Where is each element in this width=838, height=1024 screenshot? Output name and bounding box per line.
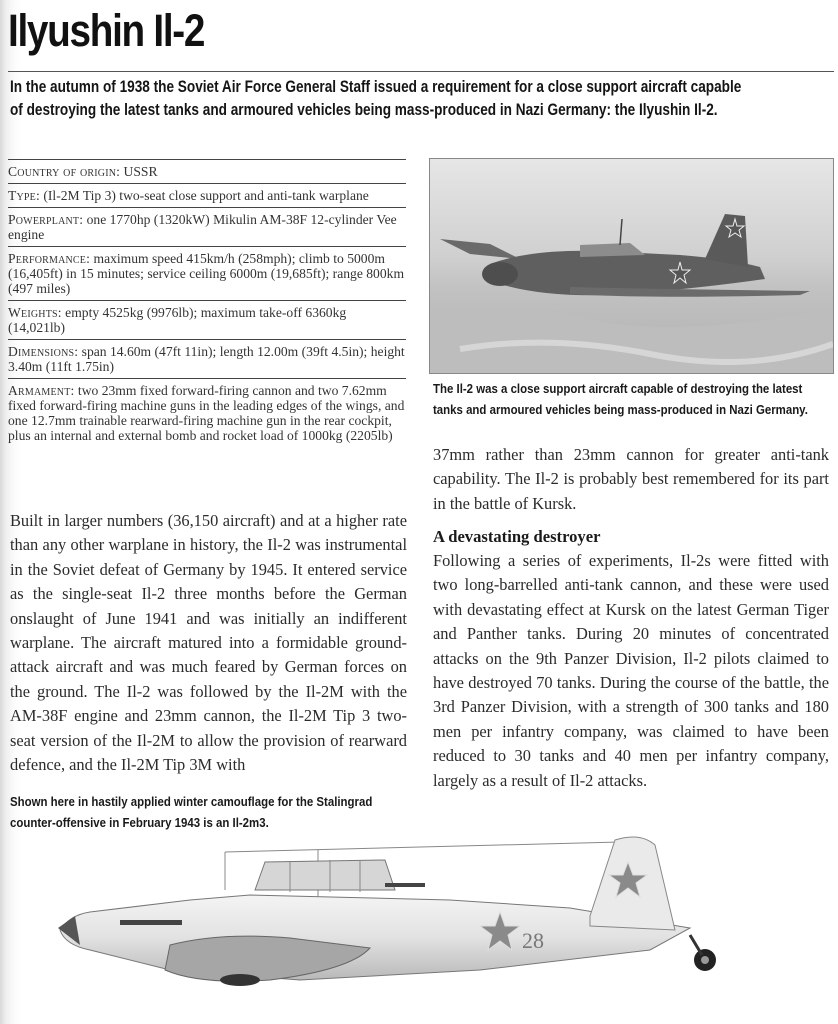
profile-caption-line-2: counter-offensive in February 1943 is an Il-2m3. bbox=[10, 814, 269, 830]
aircraft-number: 28 bbox=[522, 928, 544, 953]
spec-value: two 23mm fixed forward-firing cannon and two 7.62mm fixed forward-firing machine guns in the leading edges of the wings, and one 12.7mm trainable rearward-firing machine gun in the rear cockpit, plus an internal and external bomb and rocket load of 1000kg (2205lb) bbox=[8, 383, 405, 443]
spec-armament bbox=[8, 379, 406, 447]
intro-line-2: of destroying the latest tanks and armoured vehicles being mass-produced in Nazi Germany: the Ilyushin Il-2. bbox=[10, 101, 718, 119]
spec-value: one 1770hp (1320kW) Mikulin AM-38F 12-cylinder Vee engine bbox=[8, 212, 397, 242]
spec-label: Country of origin: bbox=[8, 164, 121, 179]
spec-value: empty 4525kg (9976lb); maximum take-off 6360kg (14,021lb) bbox=[8, 305, 347, 335]
section-heading: A devastating destroyer bbox=[433, 527, 601, 546]
spec-value: maximum speed 415km/h (258mph); climb to 5000m (16,405ft) in 15 minutes; service ceiling 6000m (19,685ft); range 800km (497 miles) bbox=[8, 251, 405, 296]
body-left-column: Built in larger numbers (36,150 aircraft) and at a higher rate than any other warplane in history, the Il-2 was instrumental in the Soviet defeat of Germany by 1945. It entered service as the single-seat Il-2 three months before the German onslaught of June 1941 and was initially an indifferent warplane. The aircraft matured into a formidable ground-attack aircraft and was much feared by German forces on the ground. The Il-2 was followed by the Il-2M with the AM-38F engine and 23mm cannon, the Il-2M Tip 3 two-seat version of the Il-2M to allow the provision of rearward defence, and the Il-2M Tip 3M with bbox=[10, 511, 407, 775]
spec-value: span 14.60m (47ft 11in); length 12.00m (39ft 4.5in); height 3.40m (11ft 1.75in) bbox=[8, 344, 405, 374]
aircraft-photo bbox=[429, 158, 834, 374]
il2-side-profile-icon bbox=[50, 820, 750, 1005]
body-right-continuation: 37mm rather than 23mm cannon for greater anti-tank capability. The Il-2 is probably best remembered for its part in the battle of Kursk. bbox=[433, 445, 829, 513]
aircraft-profile-illustration bbox=[50, 820, 750, 1005]
spec-label: Dimensions: bbox=[8, 344, 79, 359]
title-rule bbox=[8, 71, 834, 72]
spec-type bbox=[8, 184, 406, 208]
il2-flight-photo-icon bbox=[430, 159, 833, 373]
page-title: Ilyushin Il-2 bbox=[8, 5, 205, 56]
spec-table bbox=[8, 159, 406, 447]
spec-label: Type: bbox=[8, 188, 40, 203]
spec-powerplant bbox=[8, 208, 406, 247]
intro-paragraph bbox=[10, 76, 838, 122]
spec-value: USSR bbox=[120, 164, 158, 179]
spec-label: Powerplant: bbox=[8, 212, 84, 227]
spec-label: Weights: bbox=[8, 305, 62, 320]
spec-label: Armament: bbox=[8, 383, 75, 398]
spec-weights bbox=[8, 301, 406, 340]
intro-line-1: In the autumn of 1938 the Soviet Air Force General Staff issued a requirement for a close support aircraft capable bbox=[10, 78, 742, 96]
spec-country bbox=[8, 160, 406, 184]
section-body: Following a series of experiments, Il-2s were fitted with two long-barrelled anti-tank cannon, and these were used with devastating effect at Kursk on the latest German Tiger and Panther tanks. During 20 minutes of concentrated attacks on the 9th Panzer Division, Il-2 pilots claimed to have destroyed 70 tanks. During the course of the battle, the 3rd Panzer Division, with a strength of 300 tanks and 180 men per infantry company, was claimed to have been reduced to 30 tanks and 40 men per infantry company, largely as a result of Il-2 attacks. bbox=[433, 551, 829, 790]
profile-caption-line-1: Shown here in hastily applied winter camouflage for the Stalingrad bbox=[10, 794, 373, 809]
spec-label: Performance: bbox=[8, 251, 91, 266]
spec-performance bbox=[8, 247, 406, 301]
photo-caption: The Il-2 was a close support aircraft capable of destroying the latest tanks and armoured vehicles being mass-produced in Nazi Germany. bbox=[433, 381, 808, 417]
spec-dimensions bbox=[8, 340, 406, 379]
spec-value: (Il-2M Tip 3) two-seat close support and anti-tank warplane bbox=[39, 188, 369, 203]
